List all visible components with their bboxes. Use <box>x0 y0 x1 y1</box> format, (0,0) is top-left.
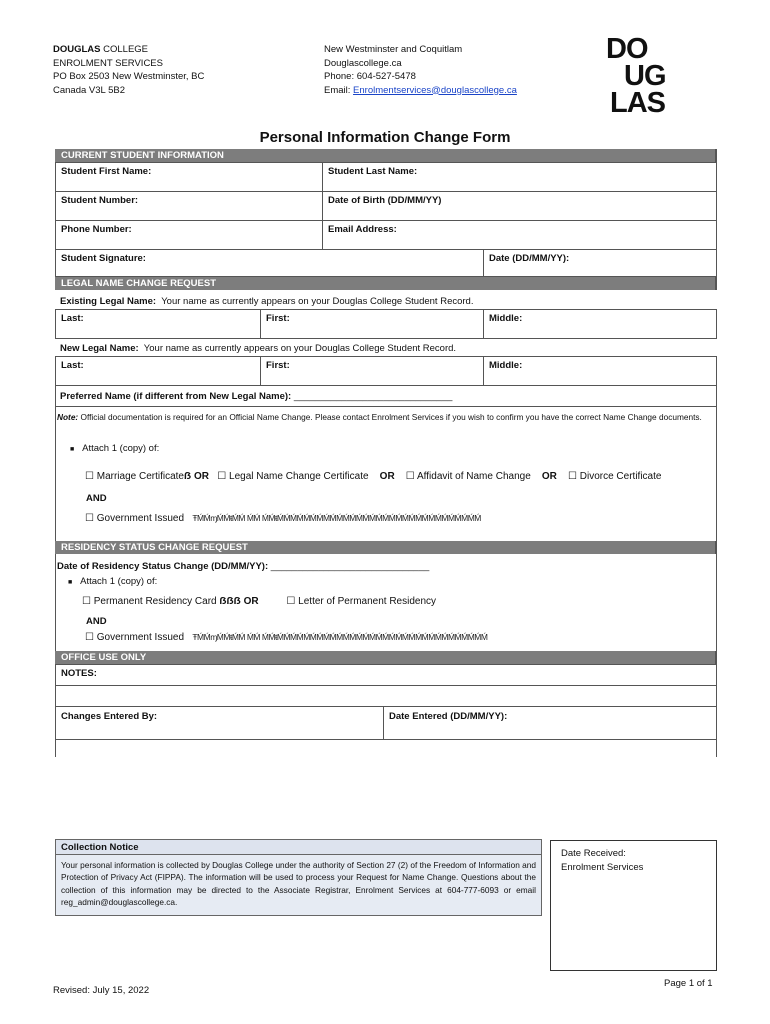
res-or: OR <box>243 596 259 607</box>
legal-and: AND <box>86 493 107 504</box>
website-text: Douglascollege.ca <box>324 57 402 69</box>
residency-date-row[interactable] <box>57 561 429 572</box>
new-last-field[interactable]: Last: <box>55 356 261 386</box>
notes-field[interactable] <box>55 685 717 707</box>
marriage-cert-checkbox[interactable]: ☐ Marriage Certificate <box>85 471 184 482</box>
contact-block <box>324 43 517 97</box>
notice-heading: Collection Notice <box>56 840 541 855</box>
mc-garble: ẞ <box>184 471 192 482</box>
office-frame-left <box>55 740 56 757</box>
notice-body: Your personal information is collected by Douglas College under the authority of Section 27 (2) of the Freedom of Information and Protection of Privacy Act (FIPPA). The information will be used to process your Request for Name Change. Questions about the collection of this information may be directed to the Associate Registrar, Enrolment Services at 604-777-6093 or email reg_admin@douglascollege.ca. <box>61 860 536 908</box>
legal-options-row <box>85 471 661 482</box>
existing-middle-field[interactable]: Middle: <box>483 309 717 339</box>
note-block <box>57 411 715 424</box>
phone-field[interactable]: Phone Number: <box>55 220 323 250</box>
date-received-box[interactable] <box>550 840 717 971</box>
college-address-block <box>53 43 204 97</box>
logo-line-2: UG <box>624 60 666 92</box>
location-text: New Westminster and Coquitlam <box>324 44 463 55</box>
email-link[interactable]: Enrolmentservices@douglascollege.ca <box>353 84 517 96</box>
res-and: AND <box>86 616 107 627</box>
note-label: Note: <box>57 412 79 422</box>
signature-field[interactable]: Student Signature: <box>55 249 484 277</box>
res-frame-right <box>716 554 717 651</box>
res-attach-row: ■ Attach 1 (copy) of: <box>68 576 158 587</box>
legal-gov-garble: ŦḾḾɱḾḾŧḾḾ ḾḾ ḾḾŧḾḾḾḾḾḾḾḾḾḾḾḾḾḾḾḾḾḾḾḾḾḾḾḾḾḾḾḾḾḾḾ <box>192 513 481 523</box>
last-name-field[interactable]: Student Last Name: <box>322 162 717 192</box>
revised-date: Revised: July 15, 2022 <box>53 985 150 996</box>
preferred-name-row[interactable] <box>60 391 452 402</box>
phone-text: Phone: 604-527-5478 <box>324 71 416 82</box>
email-field[interactable]: Email Address: <box>322 220 717 250</box>
signature-date-field[interactable]: Date (DD/MM/YY): <box>483 249 717 277</box>
pr-letter-checkbox[interactable]: ☐ Letter of Permanent Residency <box>286 596 437 607</box>
email-label: Email: <box>324 84 354 96</box>
res-frame-left <box>55 554 56 651</box>
legal-attach-text: Attach 1 (copy) of: <box>82 443 160 454</box>
existing-label: Existing Legal Name: <box>60 296 157 307</box>
logo-line-3: LAS <box>610 87 665 119</box>
legal-gov-row <box>85 513 481 524</box>
legal-frame-left <box>55 386 56 541</box>
legal-name-heading: LEGAL NAME CHANGE REQUEST <box>55 277 717 290</box>
collection-notice <box>55 839 542 916</box>
pr-garble: ẞẞẞ <box>219 596 241 607</box>
new-text: Your name as currently appears on your Douglas College Student Record. <box>143 343 457 354</box>
notes-label-row: NOTES: <box>55 664 717 686</box>
or-3: OR <box>541 471 557 482</box>
or-1: OR <box>193 471 209 482</box>
residency-heading: RESIDENCY STATUS CHANGE REQUEST <box>55 541 717 554</box>
legal-frame-right <box>716 386 717 541</box>
affidavit-checkbox[interactable]: ☐ Affidavit of Name Change <box>405 471 531 482</box>
page-number: Page 1 of 1 <box>664 978 713 989</box>
divorce-cert-checkbox[interactable]: ☐ Divorce Certificate <box>568 471 662 482</box>
existing-first-field[interactable]: First: <box>260 309 484 339</box>
entered-by-field[interactable]: Changes Entered By: <box>55 706 384 740</box>
legal-attach-row: ■ Attach 1 (copy) of: <box>70 443 160 454</box>
existing-text: Your name as currently appears on your Douglas College Student Record. <box>161 296 474 307</box>
new-middle-field[interactable]: Middle: <box>483 356 717 386</box>
new-first-field[interactable]: First: <box>260 356 484 386</box>
enrolment-services-label: Enrolment Services <box>561 862 644 873</box>
legal-gov-id-checkbox[interactable]: ☐ Government Issued <box>85 513 185 524</box>
org-name-bold: DOUGLAS <box>53 44 101 55</box>
new-name-row <box>60 343 456 354</box>
student-number-field[interactable]: Student Number: <box>55 191 323 221</box>
dob-field[interactable]: Date of Birth (DD/MM/YY) <box>322 191 717 221</box>
form-title: Personal Information Change Form <box>259 129 511 146</box>
date-received-label: Date Received: <box>561 848 626 859</box>
department-name: ENROLMENT SERVICES <box>53 57 163 69</box>
legal-name-cert-checkbox[interactable]: ☐ Legal Name Change Certificate <box>217 471 369 482</box>
res-gov-row <box>85 632 487 643</box>
note-text: Official documentation is required for an Official Name Change. Please contact Enrolment Services if you wish to confirm you have the correct Name Change documents. <box>80 412 702 422</box>
current-info-heading: CURRENT STUDENT INFORMATION <box>55 149 717 162</box>
res-options-row <box>82 596 436 607</box>
address-line-2: Canada V3L 5B2 <box>53 84 126 96</box>
date-entered-field[interactable]: Date Entered (DD/MM/YY): <box>383 706 717 740</box>
or-2: OR <box>379 471 395 482</box>
res-attach-text: Attach 1 (copy) of: <box>80 576 158 587</box>
existing-last-field[interactable]: Last: <box>55 309 261 339</box>
office-heading: OFFICE USE ONLY <box>55 651 717 664</box>
existing-name-row <box>60 296 473 307</box>
new-label: New Legal Name: <box>60 343 139 354</box>
preferred-divider <box>55 406 717 407</box>
logo-line-1: DO <box>606 33 648 65</box>
residency-date-line: ______________________________ <box>270 561 430 572</box>
preferred-label: Preferred Name (if different from New Legal Name): <box>60 391 292 402</box>
office-frame-right <box>716 740 717 757</box>
res-gov-id-checkbox[interactable]: ☐ Government Issued <box>85 632 185 643</box>
first-name-field[interactable]: Student First Name: <box>55 162 323 192</box>
douglas-logo <box>606 33 690 119</box>
residency-date-label: Date of Residency Status Change (DD/MM/YY): <box>57 561 269 572</box>
address-line-1: PO Box 2503 New Westminster, BC <box>53 71 205 82</box>
res-gov-garble: ŦḾḾɱḾḾŧḾḾ ḾḾ ḾḾŧḾḾḾḾḾḾḾḾḾḾḾḾḾḾḾḾḾḾḾḾḾḾḾḾḾḾḾḾḾḾḾḾ <box>192 632 488 642</box>
org-name-rest: COLLEGE <box>100 44 149 55</box>
pr-card-checkbox[interactable]: ☐ Permanent Residency Card <box>82 596 217 607</box>
preferred-line: ______________________________ <box>293 391 453 402</box>
